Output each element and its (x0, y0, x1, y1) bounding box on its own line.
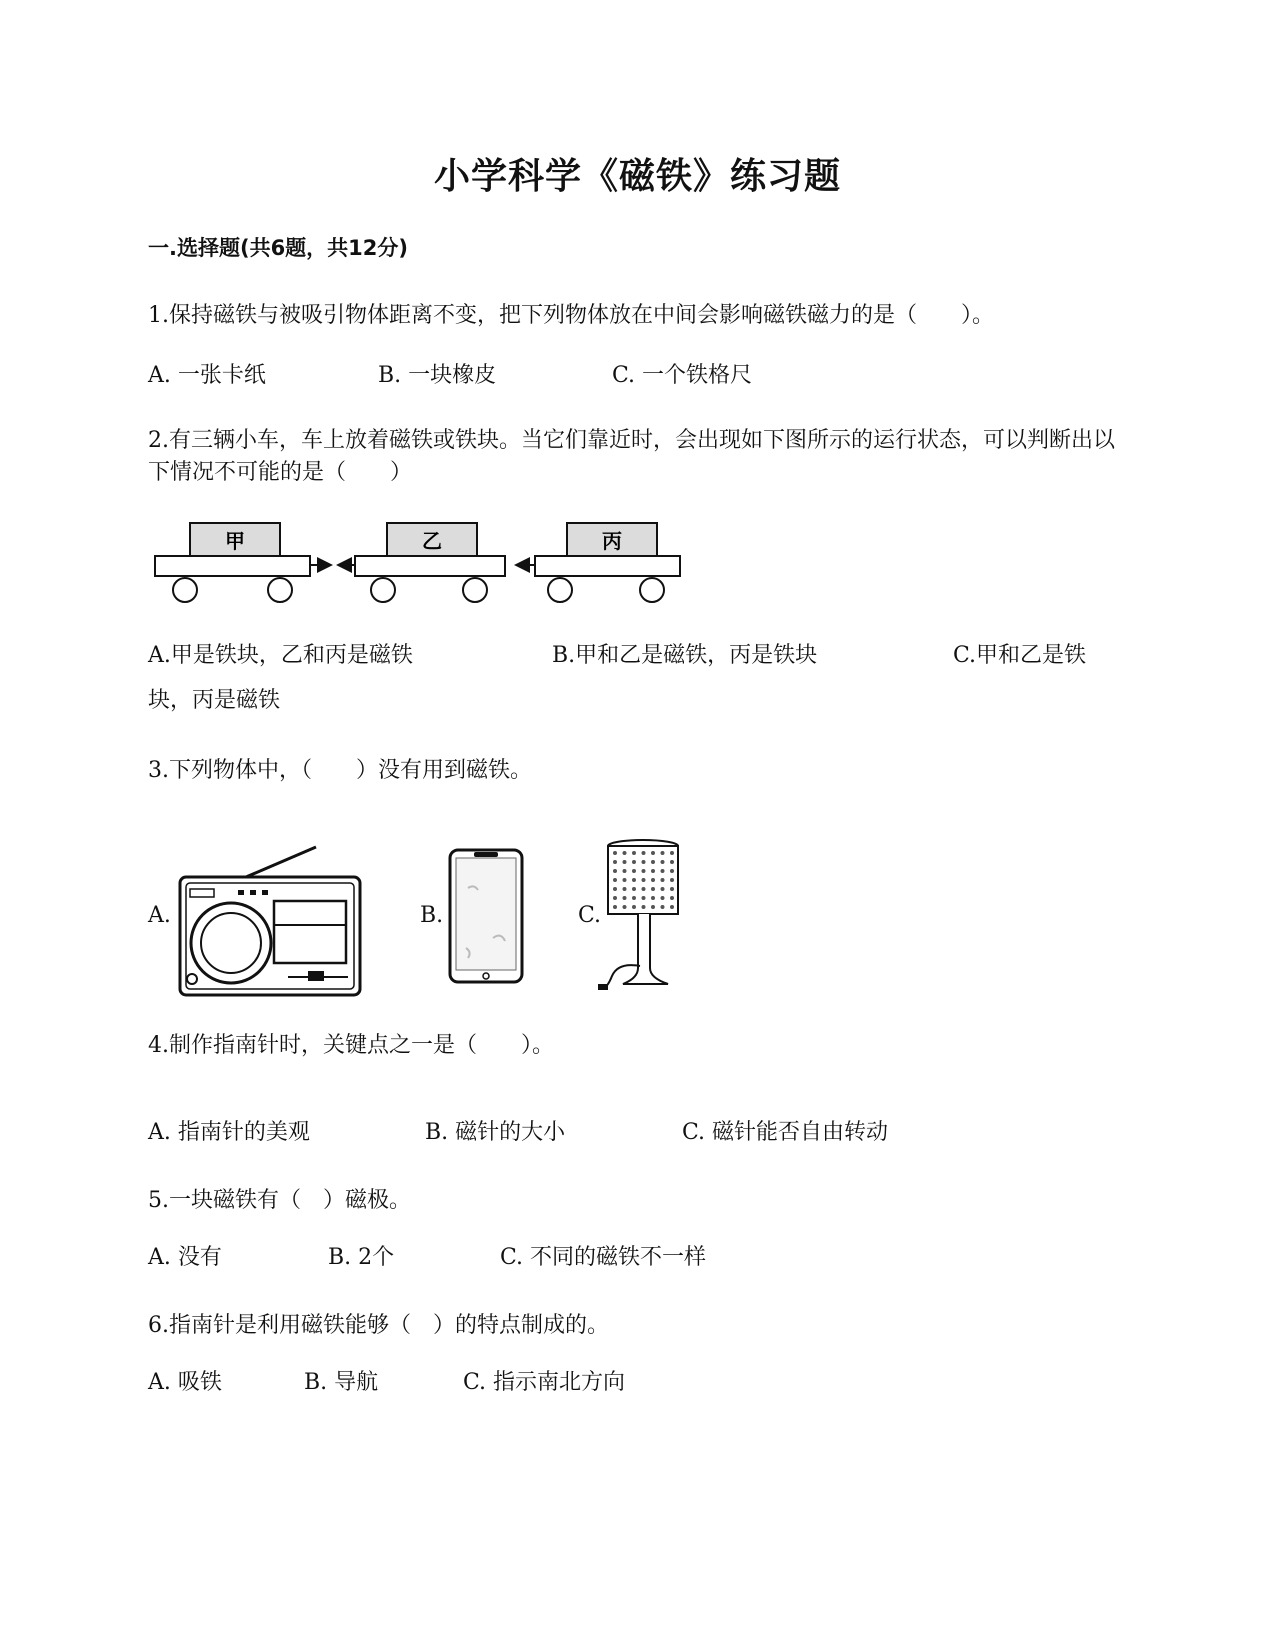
question-2-option-a[interactable]: A.甲是铁块，乙和丙是磁铁 (148, 643, 413, 668)
carts-figure (155, 518, 715, 610)
question-3-option-b[interactable]: B. (420, 903, 444, 928)
question-5-option-b[interactable]: B. 2个 (328, 1245, 395, 1270)
question-2-option-c[interactable]: C.甲和乙是铁 (953, 643, 1087, 668)
smartphone-icon (448, 848, 528, 988)
question-1-option-c[interactable]: C. 一个铁格尺 (612, 363, 753, 388)
question-6-option-a[interactable]: A. 吸铁 (148, 1370, 222, 1395)
question-4-option-a[interactable]: A. 指南针的美观 (148, 1120, 310, 1145)
question-4-option-b[interactable]: B. 磁针的大小 (425, 1120, 566, 1145)
question-4-text: 4.制作指南针时，关键点之一是（ ）。 (148, 1033, 554, 1058)
cart-label-yi: 乙 (422, 529, 442, 553)
question-4-option-c[interactable]: C. 磁针能否自由转动 (682, 1120, 889, 1145)
question-3-option-a[interactable]: A. (148, 903, 171, 928)
cart-label-jia: 甲 (225, 529, 245, 553)
question-5-option-a[interactable]: A. 没有 (148, 1245, 222, 1270)
question-3-option-c[interactable]: C. (578, 903, 602, 928)
question-1-option-a[interactable]: A. 一张卡纸 (148, 363, 266, 388)
question-6-option-b[interactable]: B. 导航 (304, 1370, 379, 1395)
section-heading: 一.选择题(共6题，共12分) (148, 236, 409, 260)
question-2-option-c-continued: 块，丙是磁铁 (148, 688, 281, 713)
question-2-option-b[interactable]: B.甲和乙是磁铁，丙是铁块 (552, 643, 818, 668)
page-title: 小学科学《磁铁》练习题 (433, 156, 841, 197)
cart-label-bing: 丙 (602, 529, 622, 553)
radio-icon (176, 855, 366, 1005)
question-1-text: 1.保持磁铁与被吸引物体距离不变，把下列物体放在中间会影响磁铁磁力的是（ ）。 (148, 303, 994, 328)
question-3-text: 3.下列物体中，（ ）没有用到磁铁。 (148, 758, 532, 783)
cart-yi (355, 523, 505, 602)
question-1-option-b[interactable]: B. 一块橡皮 (378, 363, 497, 388)
question-6-text: 6.指南针是利用磁铁能够（ ）的特点制成的。 (148, 1313, 609, 1338)
question-5-option-c[interactable]: C. 不同的磁铁不一样 (500, 1245, 707, 1270)
question-5-text: 5.一块磁铁有（ ）磁极。 (148, 1188, 411, 1213)
cart-bing (535, 523, 680, 602)
table-lamp-icon (598, 838, 688, 998)
question-6-option-c[interactable]: C. 指示南北方向 (463, 1370, 626, 1395)
cart-jia (155, 523, 310, 602)
question-2-text: 2.有三辆小车，车上放着磁铁或铁块。当它们靠近时，会出现如下图所示的运行状态，可以判断出以下情况不可能的是（ ） (148, 428, 1115, 485)
